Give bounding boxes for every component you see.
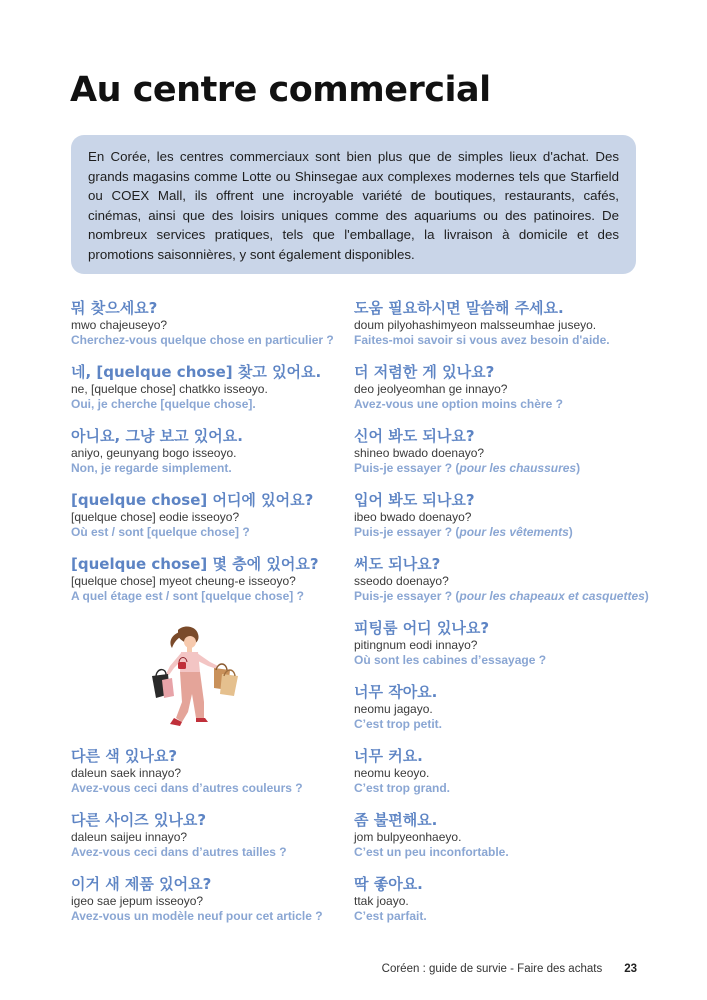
phrase-item — [354, 554, 654, 604]
shopper-illustration — [134, 622, 246, 734]
neck-shape — [187, 647, 192, 652]
korean-phrase: 아니요, 그냥 보고 있어요. — [71, 427, 243, 445]
french-text: Puis-je essayer ? ( — [354, 525, 460, 539]
korean-phrase: 이거 새 제품 있어요? — [71, 875, 212, 893]
phrase-item — [354, 682, 654, 732]
french-translation: Avez-vous ceci dans d’autres tailles ? — [71, 845, 287, 859]
french-text-end: ) — [644, 589, 649, 603]
french-translation — [354, 525, 654, 540]
phrase-item — [354, 426, 654, 476]
phrase-item — [71, 490, 371, 540]
phrase-item — [71, 746, 371, 796]
korean-phrase: 입어 봐도 되나요? — [354, 491, 475, 509]
romanization: [quelque chose] myeot cheung-e isseoyo? — [71, 574, 296, 588]
page-title: Au centre commercial — [70, 70, 491, 110]
korean-phrase: 신어 봐도 되나요? — [354, 427, 475, 445]
purse-shape — [178, 662, 186, 669]
romanization: ne, [quelque chose] chatkko isseoyo. — [71, 382, 268, 396]
page-number: 23 — [624, 963, 637, 975]
phrase-item — [71, 426, 371, 476]
romanization: doum pilyohashimyeon malsseumhae juseyo. — [354, 318, 597, 332]
phrase-item — [71, 362, 371, 412]
romanization: daleun saijeu innayo? — [71, 830, 188, 844]
romanization: jom bulpyeonhaeyo. — [354, 830, 462, 844]
french-translation: C’est un peu inconfortable. — [354, 845, 509, 859]
romanization: ttak joayo. — [354, 894, 409, 908]
phrase-item — [71, 810, 371, 860]
phrase-item — [71, 874, 371, 924]
french-text-italic: pour les chapeaux et casquettes — [459, 589, 645, 603]
french-text-italic: pour les chaussures — [459, 461, 577, 475]
phrase-item — [354, 362, 654, 412]
french-text-italic: pour les vêtements — [459, 525, 569, 539]
french-text-end: ) — [568, 525, 573, 539]
phrase-item — [71, 554, 371, 604]
romanization: aniyo, geunyang bogo isseoyo. — [71, 446, 237, 460]
korean-phrase: 네, [quelque chose] 찾고 있어요. — [71, 363, 322, 381]
french-translation: C’est trop petit. — [354, 717, 443, 731]
phrase-item — [354, 746, 654, 796]
romanization: neomu keoyo. — [354, 766, 430, 780]
french-translation: Où est / sont [quelque chose] ? — [71, 525, 250, 539]
korean-phrase: [quelque chose] 몇 층에 있어요? — [71, 555, 319, 573]
romanization: igeo sae jepum isseoyo? — [71, 894, 204, 908]
korean-phrase: 다른 사이즈 있나요? — [71, 811, 207, 829]
french-translation: Faites-moi savoir si vous avez besoin d'aide. — [354, 333, 610, 347]
romanization: ibeo bwado doenayo? — [354, 510, 472, 524]
french-text: Puis-je essayer ? ( — [354, 589, 460, 603]
phrase-item — [354, 874, 654, 924]
korean-phrase: 써도 되나요? — [354, 555, 441, 573]
french-translation: Cherchez-vous quelque chose en particulier ? — [71, 333, 334, 347]
french-translation: Avez-vous une option moins chère ? — [354, 397, 563, 411]
french-translation: C’est parfait. — [354, 909, 427, 923]
romanization: neomu jagayo. — [354, 702, 433, 716]
romanization: mwo chajeuseyo? — [71, 318, 168, 332]
french-translation: Non, je regarde simplement. — [71, 461, 232, 475]
trousers-shape — [176, 672, 204, 722]
korean-phrase: 너무 커요. — [354, 747, 423, 765]
phrase-item — [354, 298, 654, 348]
romanization: sseodo doenayo? — [354, 574, 449, 588]
korean-phrase: 뭐 찾으세요? — [71, 299, 158, 317]
korean-phrase: 딱 좋아요. — [354, 875, 423, 893]
phrase-item — [71, 298, 371, 348]
phrase-item — [354, 490, 654, 540]
french-translation: Où sont les cabines d’essayage ? — [354, 653, 547, 667]
french-translation — [354, 589, 654, 604]
french-translation: Avez-vous un modèle neuf pour cet article ? — [71, 909, 323, 923]
french-translation: C’est trop grand. — [354, 781, 451, 795]
french-translation: Avez-vous ceci dans d’autres couleurs ? — [71, 781, 303, 795]
korean-phrase: 도움 필요하시면 말씀해 주세요. — [354, 299, 564, 317]
footer-text: Coréen : guide de survie - Faire des achats — [381, 963, 603, 975]
french-translation: A quel étage est / sont [quelque chose] ? — [71, 589, 304, 603]
phrase-item — [354, 618, 654, 668]
korean-phrase: [quelque chose] 어디에 있어요? — [71, 491, 314, 509]
korean-phrase: 너무 작아요. — [354, 683, 438, 701]
french-translation — [354, 461, 654, 476]
french-text-end: ) — [576, 461, 581, 475]
intro-box: En Corée, les centres commerciaux sont bien plus que de simples lieux d'achat. Des grands magasins comme Lotte ou Shinsegae aux complexes modernes tels que Starfield ou COEX Mall, ils offrent une incroyable variété de boutiques, restaurants, cafés, cinémas, ainsi que des loisirs uniques comme des aquariums ou des patinoires. De nombreux services pratiques, tels que l'emballage, la livraison à domicile et des promotions saisonnières, y sont également disponibles. — [71, 135, 636, 274]
romanization: daleun saek innayo? — [71, 766, 182, 780]
korean-phrase: 더 저렴한 게 있나요? — [354, 363, 495, 381]
romanization: [quelque chose] eodie isseoyo? — [71, 510, 240, 524]
right-shoe-shape — [196, 718, 208, 722]
korean-phrase: 피팅룸 어디 있나요? — [354, 619, 490, 637]
french-translation: Oui, je cherche [quelque chose]. — [71, 397, 256, 411]
face-shape — [184, 636, 196, 648]
romanization: deo jeolyeomhan ge innayo? — [354, 382, 508, 396]
romanization: pitingnum eodi innayo? — [354, 638, 478, 652]
hair-tail-shape — [170, 632, 182, 648]
page-footer — [382, 963, 637, 975]
phrase-item — [354, 810, 654, 860]
romanization: shineo bwado doenayo? — [354, 446, 485, 460]
korean-phrase: 다른 색 있나요? — [71, 747, 178, 765]
tan-bag-shape — [220, 674, 238, 696]
french-text: Puis-je essayer ? ( — [354, 461, 460, 475]
pink-bag-shape — [162, 678, 174, 698]
korean-phrase: 좀 불편해요. — [354, 811, 438, 829]
